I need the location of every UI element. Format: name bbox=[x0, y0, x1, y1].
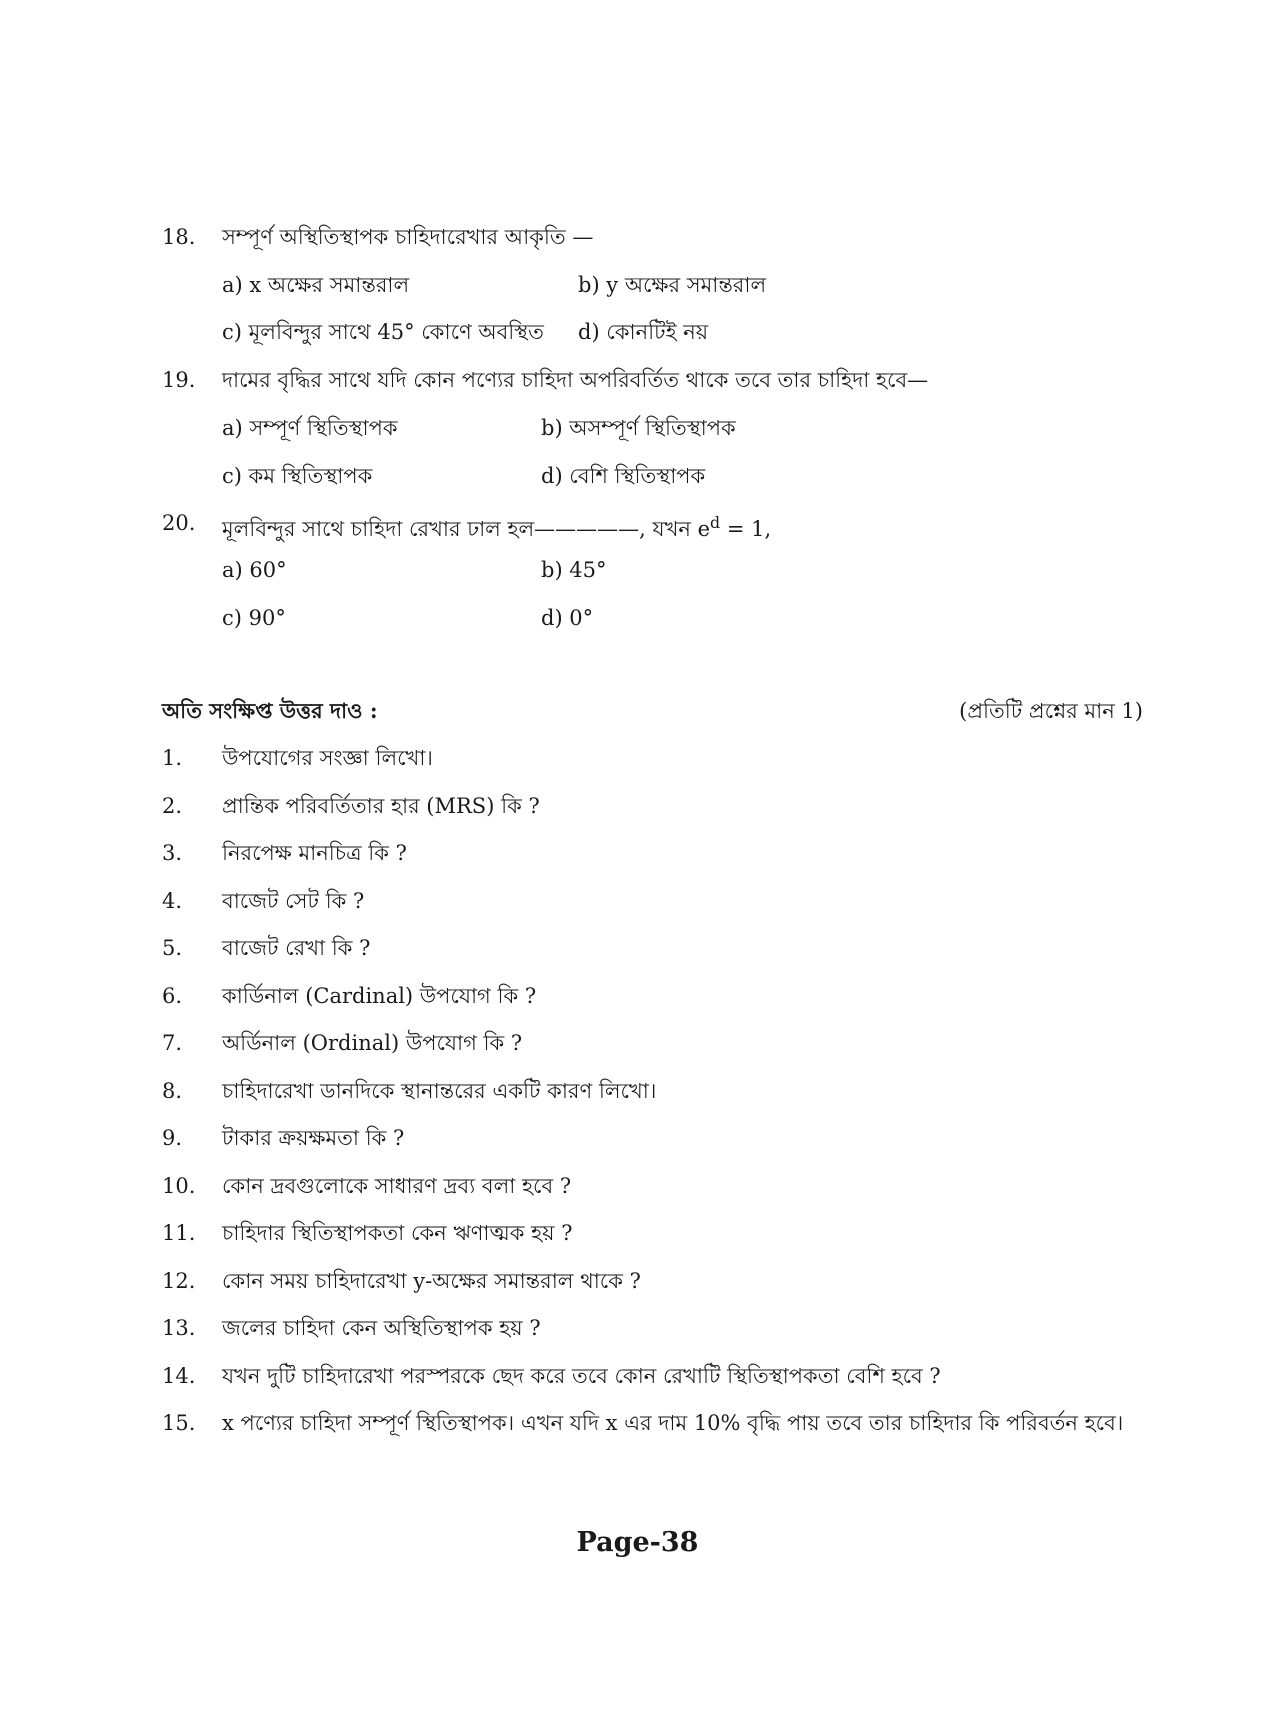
option-a: a) সম্পূর্ণ স্থিতিস্থাপক bbox=[222, 416, 398, 440]
question-text: সম্পূর্ণ অস্থিতিস্থাপক চাহিদারেখার আকৃতি — bbox=[222, 225, 594, 249]
short-question-text: টাকার ক্রয়ক্ষমতা কি ? bbox=[222, 1126, 405, 1150]
option-c: c) কম স্থিতিস্থাপক bbox=[222, 464, 373, 488]
option-c: c) 90° bbox=[222, 606, 286, 630]
option-b: b) অসম্পূর্ণ স্থিতিস্থাপক bbox=[541, 416, 736, 440]
short-question-number: 2. bbox=[162, 794, 183, 818]
short-question-text: বাজেট রেখা কি ? bbox=[222, 936, 371, 960]
short-question-number: 13. bbox=[162, 1316, 196, 1340]
option-a: a) 60° bbox=[222, 558, 287, 582]
short-question-text: যখন দুটি চাহিদারেখা পরস্পরকে ছেদ করে তবে কোন রেখাটি স্থিতিস্থাপকতা বেশি হবে ? bbox=[222, 1364, 941, 1388]
section-marks: (প্রতিটি প্রশ্নের মান 1) bbox=[959, 699, 1143, 723]
option-d: d) 0° bbox=[541, 606, 594, 630]
short-question-number: 14. bbox=[162, 1364, 196, 1388]
question-number: 19. bbox=[162, 368, 196, 392]
short-question-text: কোন দ্রবগুলোকে সাধারণ দ্রব্য বলা হবে ? bbox=[222, 1174, 572, 1198]
short-question-text: প্রান্তিক পরিবর্তিতার হার (MRS) কি ? bbox=[222, 794, 540, 818]
option-d: d) কোনটিই নয় bbox=[578, 320, 709, 344]
short-question-number: 3. bbox=[162, 841, 183, 865]
section-heading: অতি সংক্ষিপ্ত উত্তর দাও : bbox=[162, 698, 378, 723]
short-question-text: বাজেট সেট কি ? bbox=[222, 889, 365, 913]
option-b: b) y অক্ষের সমান্তরাল bbox=[578, 273, 767, 297]
short-question-number: 12. bbox=[162, 1269, 196, 1293]
question-text: দামের বৃদ্ধির সাথে যদি কোন পণ্যের চাহিদা অপরিবর্তিত থাকে তবে তার চাহিদা হবে— bbox=[222, 368, 929, 392]
short-question-text: জলের চাহিদা কেন অস্থিতিস্থাপক হয় ? bbox=[222, 1316, 541, 1340]
short-question-text: নিরপেক্ষ মানচিত্র কি ? bbox=[222, 841, 407, 865]
short-question-number: 10. bbox=[162, 1174, 196, 1198]
short-question-text: কার্ডিনাল (Cardinal) উপযোগ কি ? bbox=[222, 984, 537, 1008]
short-question-number: 1. bbox=[162, 746, 183, 770]
short-question-number: 8. bbox=[162, 1079, 183, 1103]
question-number: 18. bbox=[162, 225, 196, 249]
option-a: a) x অক্ষের সমান্তরাল bbox=[222, 273, 410, 297]
page-number: Page-38 bbox=[576, 1527, 699, 1558]
short-question-number: 15. bbox=[162, 1411, 196, 1435]
short-question-number: 7. bbox=[162, 1031, 183, 1055]
superscript-d: d bbox=[710, 513, 721, 532]
short-question-text: উপযোগের সংজ্ঞা লিখো। bbox=[222, 746, 433, 770]
question-number: 20. bbox=[162, 511, 196, 535]
option-d: d) বেশি স্থিতিস্থাপক bbox=[541, 464, 706, 488]
question-text: মূলবিন্দুর সাথে চাহিদা রেখার ঢাল হল—————, যখন $e^d = 1$, bbox=[222, 513, 772, 541]
short-question-text: চাহিদারেখা ডানদিকে স্থানান্তরের একটি কারণ লিখো। bbox=[222, 1079, 657, 1103]
short-question-number: 6. bbox=[162, 984, 183, 1008]
short-question-text: x পণ্যের চাহিদা সম্পূর্ণ স্থিতিস্থাপক। এখন যদি x এর দাম 10% বৃদ্ধি পায় তবে তার চাহিদার কি পরিবর্তন হবে। bbox=[222, 1411, 1124, 1435]
option-c: c) মূলবিন্দুর সাথে 45° কোণে অবস্থিত bbox=[222, 320, 544, 344]
short-question-number: 9. bbox=[162, 1126, 183, 1150]
short-question-text: অর্ডিনাল (Ordinal) উপযোগ কি ? bbox=[222, 1031, 523, 1055]
short-question-number: 11. bbox=[162, 1221, 196, 1245]
short-question-text: কোন সময় চাহিদারেখা y-অক্ষের সমান্তরাল থাকে ? bbox=[222, 1269, 641, 1293]
short-question-number: 5. bbox=[162, 936, 183, 960]
short-question-text: চাহিদার স্থিতিস্থাপকতা কেন ঋণাত্মক হয় ? bbox=[222, 1221, 573, 1245]
option-b: b) 45° bbox=[541, 558, 607, 582]
short-question-number: 4. bbox=[162, 889, 183, 913]
